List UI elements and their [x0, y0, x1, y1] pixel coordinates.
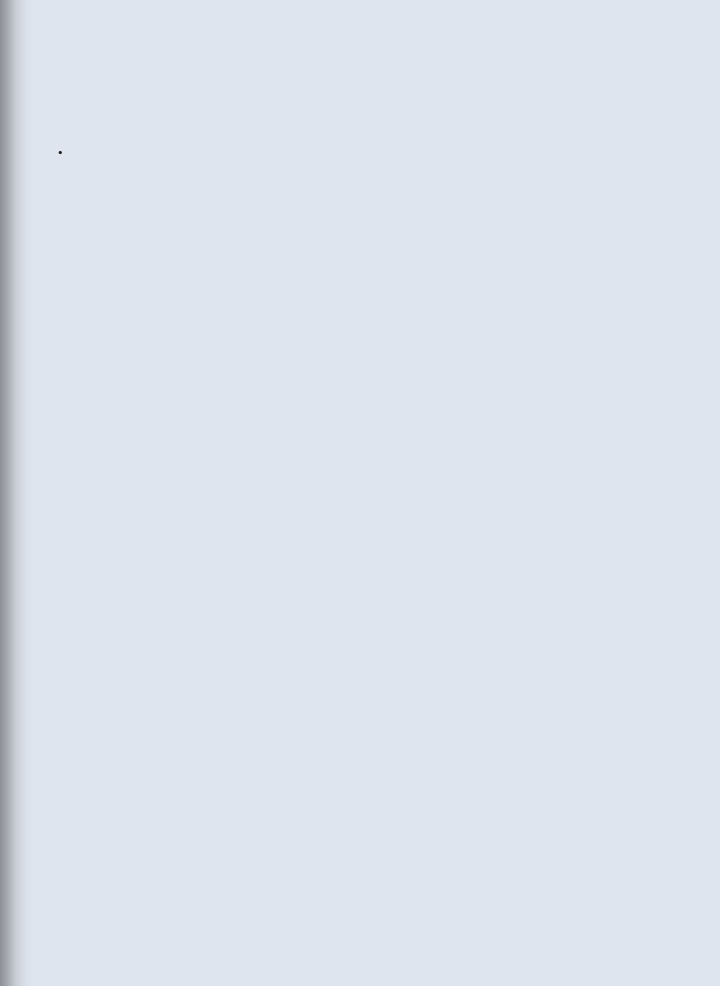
entry-al-isnad: [22, 134, 557, 140]
book-gutter-shadow: [0, 0, 34, 986]
